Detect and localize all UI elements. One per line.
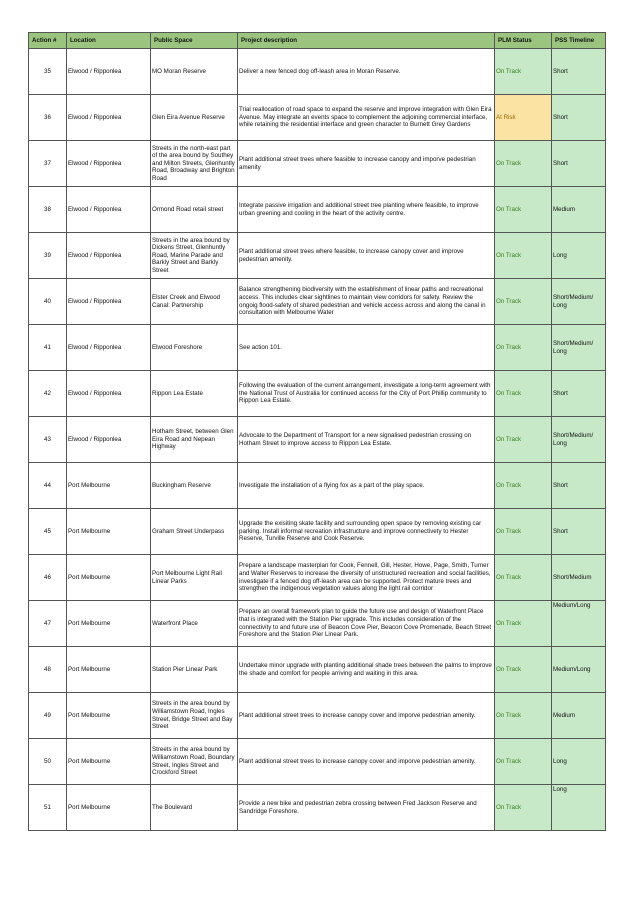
location-cell: Elwood / Ripponlea [67,49,151,95]
description-cell: Integrate passive irrigation and additional street tree planting where feasible, to improve urban greening and cooling in the heart of the activity centre. [238,187,495,233]
action-number: 50 [29,739,67,785]
table-row [29,233,606,279]
description-cell: Plant additional street trees to increase canopy cover and imporve pedestrian amenity. [238,739,495,785]
status-cell: On Track [495,233,552,279]
timeline-cell: Short/Medium/ Long [552,279,606,325]
status-cell: On Track [495,141,552,187]
location-cell: Elwood / Ripponlea [67,279,151,325]
actions-table [28,32,606,831]
status-cell: On Track [495,279,552,325]
timeline-cell: Medium [552,187,606,233]
description-cell: Plant additional street trees where feasible, to increase canopy cover and improve pedestrian amenity. [238,233,495,279]
description-cell: Trial reallocation of road space to expand the reserve and improve integration with Glen Eira Avenue. May integrate an events space to complement the adjoining commercial interface, while retaining the residential interface and green character to Burnett Grey Gardens [238,95,495,141]
timeline-cell: Short [552,49,606,95]
status-cell: On Track [495,463,552,509]
table-row [29,509,606,555]
timeline-cell: Short [552,371,606,417]
location-cell: Elwood / Ripponlea [67,371,151,417]
location-cell: Port Melbourne [67,509,151,555]
status-cell: On Track [495,555,552,601]
public-space-cell: Ormond Road retail street [151,187,238,233]
table-row [29,647,606,693]
table-row [29,325,606,371]
location-cell: Port Melbourne [67,601,151,647]
timeline-cell: Short [552,95,606,141]
action-number: 44 [29,463,67,509]
description-cell: Following the evaluation of the current arrangement, investigate a long-term agreement with the National Trust of Australia for continued access for the City of Port Phillip community to Rippon Lea Estate. [238,371,495,417]
description-cell: Undertake minor upgrade with planting additional shade trees between the palms to improve the shade and comfort for people arriving and waiting in this area. [238,647,495,693]
action-number: 45 [29,509,67,555]
timeline-cell: Medium/Long [552,647,606,693]
public-space-cell: Elster Creek and Elwood Canal: Partnership [151,279,238,325]
status-cell: On Track [495,739,552,785]
location-cell: Elwood / Ripponlea [67,95,151,141]
description-cell: Provide a new bike and pedestrian zebra crossing between Fred Jackson Reserve and Sandridge Foreshore. [238,785,495,831]
table-row [29,785,606,831]
location-cell: Port Melbourne [67,693,151,739]
action-number: 41 [29,325,67,371]
description-cell: Prepare an overall framework plan to guide the future use and design of Waterfront Place that is integrated with the Station Pier upgrade. This includes consideration of the connectivity to and future use of Beacon Cove Pier, Beacon Cove Promenade, Beach Street Foreshore and the Station Pier Linear Park. [238,601,495,647]
location-cell: Port Melbourne [67,647,151,693]
public-space-cell: Waterfront Place [151,601,238,647]
timeline-cell: Short [552,509,606,555]
timeline-cell: Short/Medium/ Long [552,325,606,371]
action-number: 35 [29,49,67,95]
header-project-description: Project description [238,33,495,49]
public-space-cell: Station Pier Linear Park [151,647,238,693]
status-cell: On Track [495,325,552,371]
table-row [29,371,606,417]
location-cell: Port Melbourne [67,785,151,831]
table-row [29,279,606,325]
status-cell: On Track [495,693,552,739]
location-cell: Port Melbourne [67,739,151,785]
location-cell: Elwood / Ripponlea [67,233,151,279]
status-cell: On Track [495,509,552,555]
table-row [29,693,606,739]
timeline-cell: Short/Medium [552,555,606,601]
header-pss-timeline: PSS Timeline [552,33,606,49]
action-number: 51 [29,785,67,831]
timeline-cell: Long [552,233,606,279]
status-cell: On Track [495,647,552,693]
description-cell: Balance strengthening biodiversity with the establishment of linear paths and recreational access. This includes clear sightlines to maintain view corridors for safety. Review the ongoig flood-safety of shared pedestrian and vehicle access across and along the canal in consultation with Melbourne Water [238,279,495,325]
timeline-cell: Short/Medium/ Long [552,417,606,463]
status-cell: On Track [495,601,552,647]
status-cell: On Track [495,371,552,417]
public-space-cell: Rippon Lea Estate [151,371,238,417]
action-number: 39 [29,233,67,279]
table-row [29,95,606,141]
timeline-cell: Medium [552,693,606,739]
public-space-cell: Glen Eira Avenue Reserve [151,95,238,141]
description-cell: Investigate the installation of a flying fox as a part of the play space. [238,463,495,509]
description-cell: Plant additional street trees where feasible to increase canopy and imporve pedestrian amenity [238,141,495,187]
public-space-cell: Hotham Street, between Glen Eira Road and Nepean Highway [151,417,238,463]
public-space-cell: Elwood Foreshore [151,325,238,371]
location-cell: Port Melbourne [67,555,151,601]
timeline-cell: Short [552,463,606,509]
timeline-cell: Long [552,785,606,831]
action-number: 43 [29,417,67,463]
table-row [29,739,606,785]
table-row [29,49,606,95]
description-cell: Advocate to the Department of Transport for a new signalised pedestrian crossing on Hotham Street to improve access to Rippon Lea Estate. [238,417,495,463]
public-space-cell: Buckingham Reserve [151,463,238,509]
status-cell: On Track [495,785,552,831]
public-space-cell: Streets in the area bound by Dickens Street, Glenhuntly Road, Marine Parade and Barkly Street and Barkly Street [151,233,238,279]
header-action: Action # [29,33,67,49]
action-number: 46 [29,555,67,601]
table-row [29,601,606,647]
action-number: 37 [29,141,67,187]
public-space-cell: Graham Street Underpass [151,509,238,555]
status-cell: On Track [495,417,552,463]
public-space-cell: Streets in the area bound by Williamstown Road, Ingles Street, Bridge Street and Bay Street [151,693,238,739]
action-number: 36 [29,95,67,141]
timeline-cell: Medium/Long [552,601,606,647]
header-location: Location [67,33,151,49]
location-cell: Elwood / Ripponlea [67,325,151,371]
description-cell: Plant additional street trees to increase canopy cover and imporve pedestrian amenity. [238,693,495,739]
location-cell: Elwood / Ripponlea [67,417,151,463]
public-space-cell: MO Moran Reserve [151,49,238,95]
status-cell: On Track [495,187,552,233]
action-number: 38 [29,187,67,233]
description-cell: See action 101. [238,325,495,371]
location-cell: Elwood / Ripponlea [67,187,151,233]
action-number: 40 [29,279,67,325]
table-row [29,187,606,233]
location-cell: Port Melbourne [67,463,151,509]
table-row [29,417,606,463]
header-plm-status: PLM Status [495,33,552,49]
table-row [29,463,606,509]
action-number: 47 [29,601,67,647]
action-number: 42 [29,371,67,417]
timeline-cell: Long [552,739,606,785]
timeline-cell: Short [552,141,606,187]
public-space-cell: Streets in the area bound by Williamstown Road, Boundary Street, Ingles Street and Crockford Street [151,739,238,785]
public-space-cell: Streets in the north-east part of the area bound by Southey and Milton Streets, Glenhuntly Road, Broadway and Brighton Road [151,141,238,187]
location-cell: Elwood / Ripponlea [67,141,151,187]
status-cell: At Risk [495,95,552,141]
table-row [29,555,606,601]
action-number: 49 [29,693,67,739]
status-cell: On Track [495,49,552,95]
table-row [29,141,606,187]
description-cell: Prepare a landscape masterplan for Cook, Fennell, Gill, Hester, Howe, Page, Smith, Turner and Walter Reserves to increase the diversity of unstructured recreation and social facilities, investigate if a fenced dog off-leash area can be supported. Protect mature trees and strengthen the indigenous vegetation values along the light rail corridor [238,555,495,601]
header-public-space: Public Space [151,33,238,49]
public-space-cell: The Boulevard [151,785,238,831]
header-row [29,33,606,49]
action-number: 48 [29,647,67,693]
description-cell: Deliver a new fenced dog off-leash area in Moran Reserve. [238,49,495,95]
table-body [29,49,606,831]
public-space-cell: Port Melbourne Light Rail Linear Parks [151,555,238,601]
description-cell: Upgrade the exisiting skate facility and surrounding open space by removing existing car parking. Install informal recreation infrastructure and improve connectivety to Hester Reserve, Turville Reserve and Cook Reserve. [238,509,495,555]
